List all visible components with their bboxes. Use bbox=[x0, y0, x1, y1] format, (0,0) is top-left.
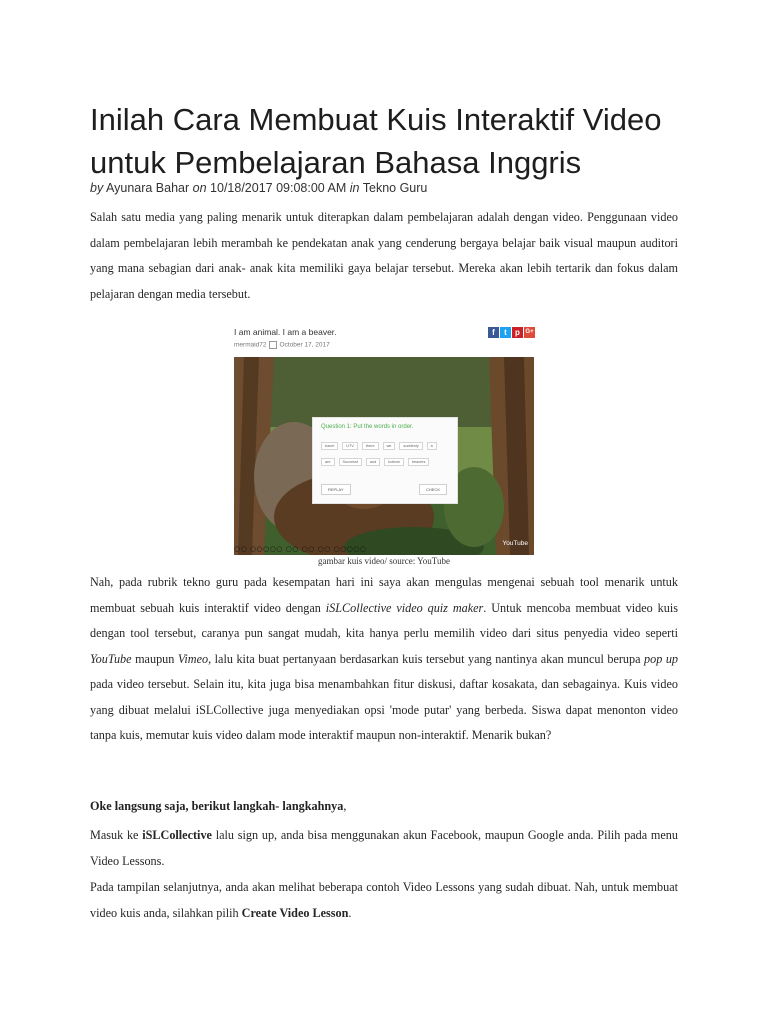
share-buttons bbox=[488, 327, 535, 338]
video-timeline[interactable] bbox=[234, 543, 534, 555]
timeline-markers: ○○ ○○○○○ ○○ ○○ ○○ ○○○○○ bbox=[234, 545, 367, 553]
author-name[interactable]: Ayunara Bahar bbox=[106, 181, 190, 195]
word-chip[interactable]: Successf bbox=[339, 458, 362, 466]
video-header bbox=[233, 325, 535, 355]
on-word: on bbox=[192, 181, 207, 195]
word-chip[interactable]: UTV bbox=[342, 442, 358, 450]
paragraph-step-2 bbox=[90, 875, 678, 926]
text-run: . Untuk mencoba membuat video kuis dengan tool tersebut, caranya pun sangat mudah, kita hanya perlu memilih video dari situs penyedia video seperti bbox=[90, 600, 678, 640]
replay-button[interactable]: REPLAY bbox=[321, 484, 351, 495]
video-player[interactable] bbox=[234, 357, 534, 555]
text-run: Masuk ke bbox=[90, 828, 143, 842]
emphasis-vimeo: Vimeo bbox=[177, 651, 209, 666]
quiz-question: Question 1: Put the words in order. bbox=[321, 424, 414, 430]
text-run: maupun bbox=[131, 651, 178, 666]
word-chip[interactable]: a bbox=[427, 442, 437, 450]
word-chip[interactable]: we bbox=[383, 442, 396, 450]
heading-text: Oke langsung saja, berikut langkah- langkahnya bbox=[90, 799, 344, 813]
check-button[interactable]: CHECK bbox=[419, 484, 447, 495]
video-figure bbox=[233, 325, 535, 555]
steps-heading bbox=[90, 799, 346, 814]
pinterest-share-icon[interactable]: p bbox=[512, 327, 523, 338]
by-word: by bbox=[90, 181, 104, 195]
post-date: 10/18/2017 09:08:00 AM bbox=[210, 181, 347, 195]
text-run: pada video tersebut. Selain itu, kita juga bisa menambahkan fitur diskusi, daftar kosakata, dan sebagainya. Kuis video yang dibuat melalui iSLCollective juga menyediakan opsi 'mode putar' yang berbeda. Siswa dapat menonton video tanpa kuis, memutar kuis video dalam mode interaktif maupun non-interaktif. Menarik bukan? bbox=[90, 677, 678, 742]
word-chip[interactable]: travel bbox=[321, 442, 338, 450]
text-run: . bbox=[348, 905, 352, 920]
article-title: Inilah Cara Membuat Kuis Interaktif Video untuk Pembelajaran Bahasa Inggris bbox=[90, 102, 662, 180]
paragraph-tool bbox=[90, 570, 678, 749]
word-chip[interactable]: there bbox=[362, 442, 379, 450]
emphasis-youtube: YouTube bbox=[90, 651, 132, 666]
bold-islcollective: iSLCollective bbox=[142, 828, 212, 842]
paragraph-intro: Salah satu media yang paling menarik untuk diterapkan dalam pembelajaran adalah dengan video. Penggunaan video dalam pembelajaran lebih merambah ke pendekatan anak yang cenderung bergaya belajar baik visual maupun auditori yang mana sebagian dari anak- anak kita memiliki gaya belajar tersebut. Mereka akan lebih tertarik dan fokus dalam pelajaran dengan media tersebut. bbox=[90, 210, 678, 301]
googleplus-share-icon[interactable]: G+ bbox=[524, 327, 535, 338]
video-title[interactable]: I am animal. I am a beaver. bbox=[234, 327, 337, 337]
byline bbox=[90, 181, 427, 195]
word-chip[interactable]: bottom bbox=[384, 458, 404, 466]
bold-create-video-lesson: Create Video Lesson bbox=[241, 905, 349, 920]
word-chip[interactable]: and bbox=[366, 458, 380, 466]
emphasis-tool-name: iSLCollective video quiz maker bbox=[325, 600, 484, 615]
quiz-popup bbox=[312, 417, 458, 504]
category-link[interactable]: Tekno Guru bbox=[362, 181, 428, 195]
twitter-share-icon[interactable]: t bbox=[500, 327, 511, 338]
figure-caption: gambar kuis video/ source: YouTube bbox=[318, 556, 450, 566]
video-date: October 17, 2017 bbox=[279, 341, 330, 349]
checkbox-icon bbox=[269, 341, 277, 349]
text-run: lalu sign up, anda bisa menggunakan akun Facebook, maupun Google anda. Pilih pada menu Video Lessons. bbox=[90, 828, 678, 868]
emphasis-popup: pop up bbox=[644, 651, 679, 666]
word-row-2 bbox=[321, 458, 451, 466]
word-chip[interactable]: beavers bbox=[408, 458, 430, 466]
heading-tail: , bbox=[343, 799, 347, 813]
youtube-watermark[interactable]: YouTube bbox=[502, 540, 528, 547]
word-row-1 bbox=[321, 442, 451, 450]
paragraph-step-1 bbox=[90, 823, 678, 874]
text-run: Pada tampilan selanjutnya, anda akan melihat beberapa contoh Video Lessons yang sudah dibuat. Nah, untuk membuat video kuis anda, silahkan pilih bbox=[90, 880, 678, 920]
facebook-share-icon[interactable]: f bbox=[488, 327, 499, 338]
video-meta bbox=[234, 341, 330, 349]
word-chip[interactable]: are bbox=[321, 458, 335, 466]
in-word: in bbox=[349, 181, 360, 195]
text-run: Nah, pada rubrik tekno guru pada kesempatan hari ini saya akan mengulas mengenai sebuah tool menarik untuk membuat sebuah kuis interaktif video dengan bbox=[90, 575, 678, 615]
word-chip[interactable]: suddenly bbox=[399, 442, 422, 450]
video-user[interactable]: mermaid72 bbox=[234, 341, 267, 349]
text-run: , lalu kita buat pertanyaan berdasarkan kuis tersebut yang nantinya akan muncul berupa bbox=[208, 651, 645, 666]
